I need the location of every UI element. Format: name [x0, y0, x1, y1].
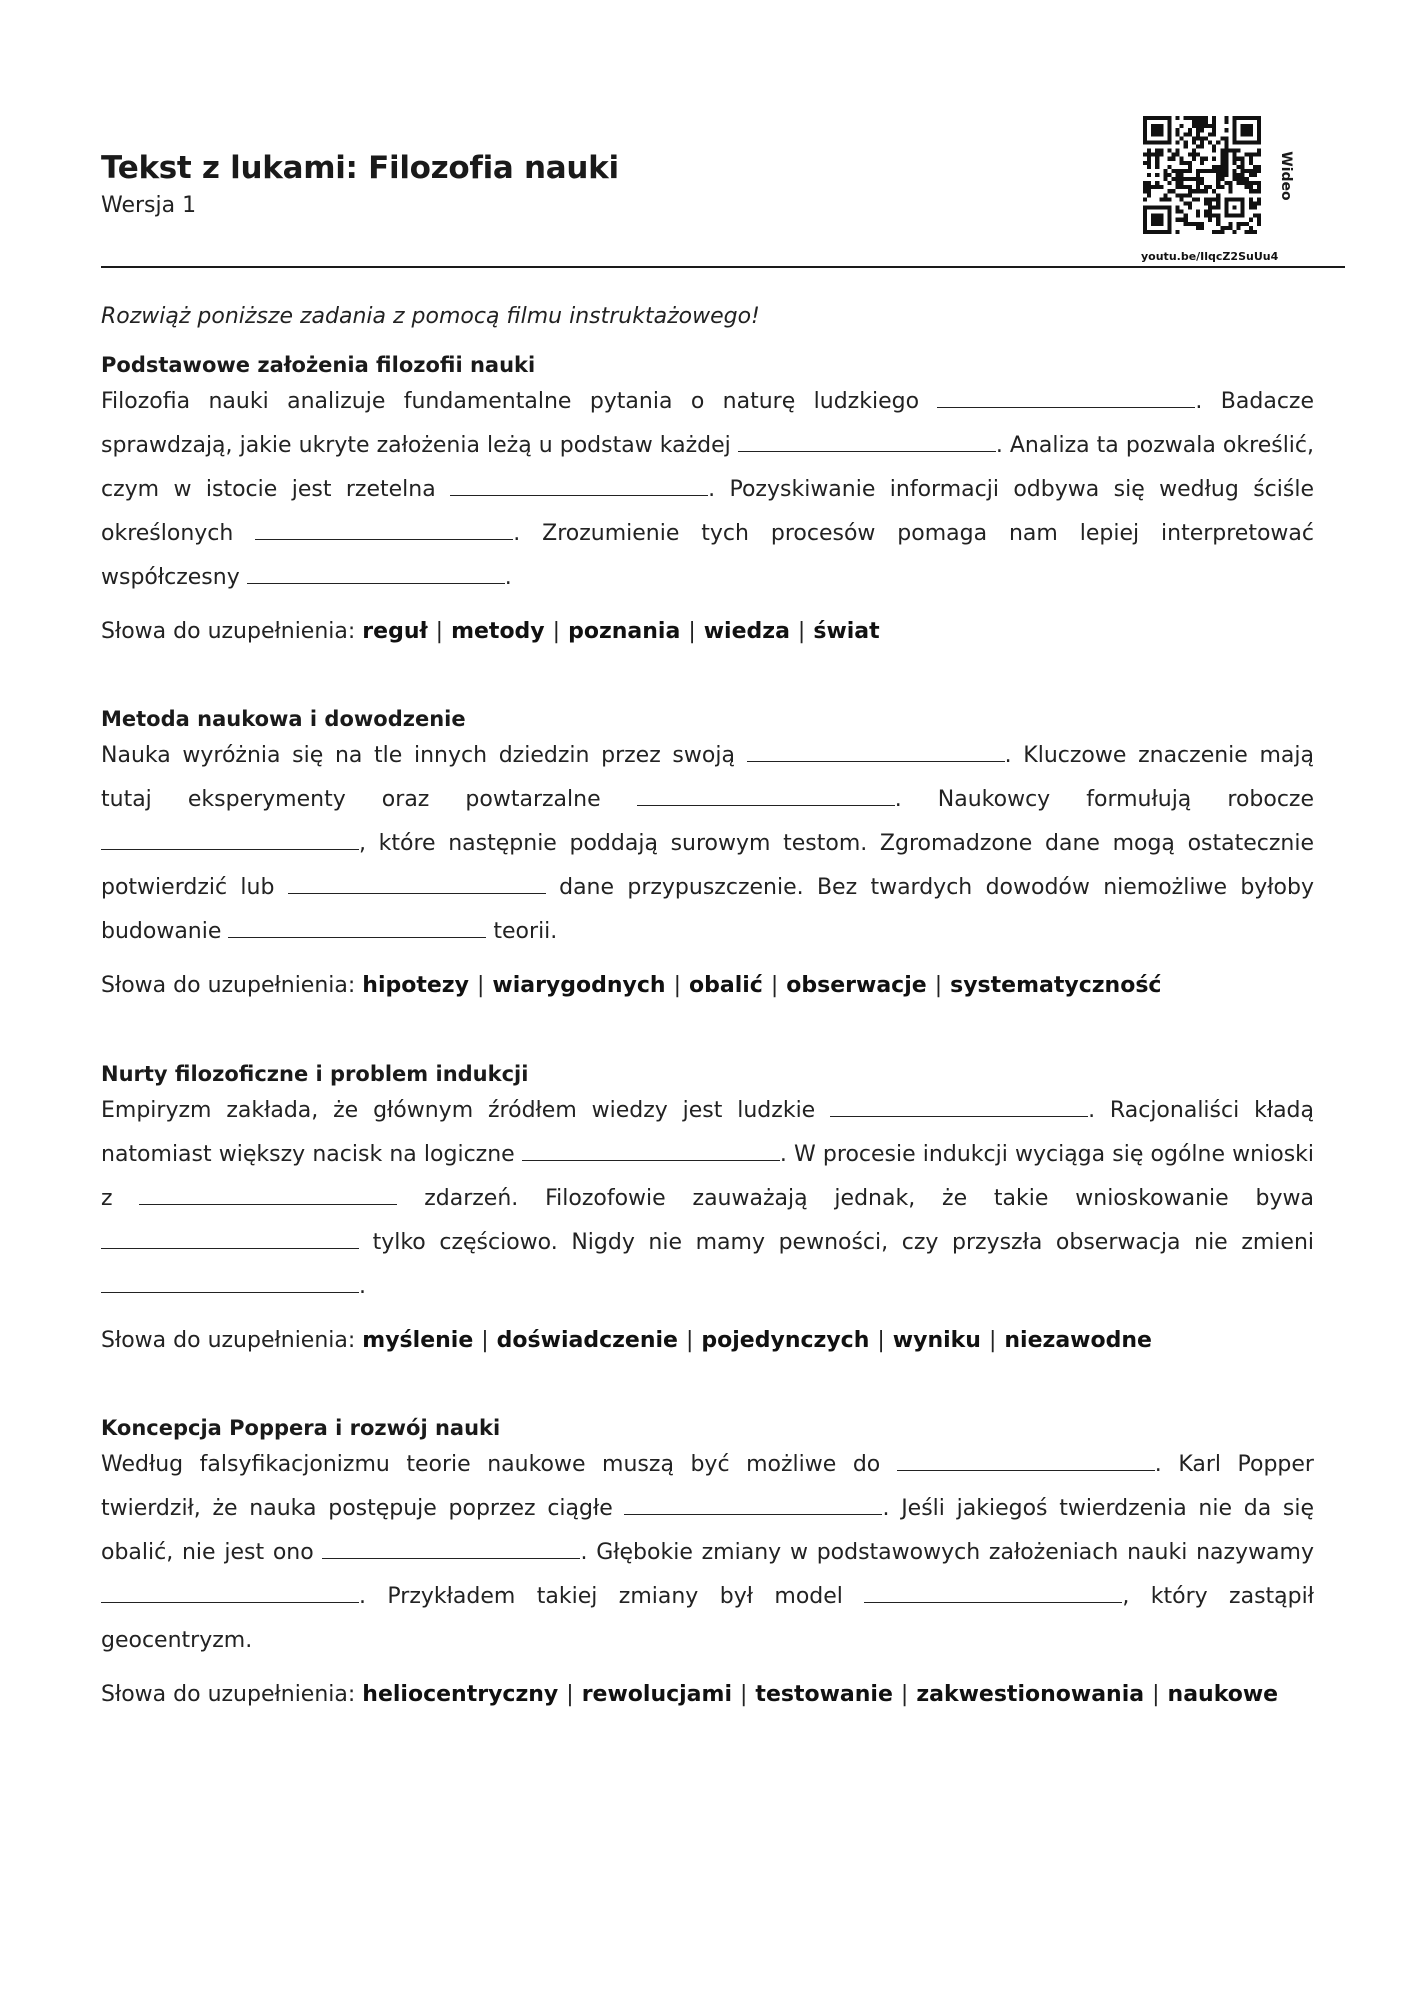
paragraph-text: Empiryzm zakłada, że głównym źródłem wiedzy jest ludzkie	[101, 1098, 831, 1123]
paragraph-text: . Racjonaliści kładą natomiast większy nacisk na logiczne	[101, 1098, 1314, 1167]
paragraph-text: .	[504, 565, 512, 590]
paragraph-text: . Badacze sprawdzają, jakie ukryte założenia leżą u podstaw każdej	[101, 389, 1315, 458]
instruction-text: Rozwiąż poniższe zadania z pomocą filmu instruktażowego!	[101, 304, 760, 329]
separator: |	[552, 619, 561, 644]
video-url[interactable]: youtu.be/IlqcZ2SuUu4	[1141, 250, 1279, 263]
separator: |	[988, 1328, 997, 1353]
paragraph-text: . W procesie indukcji wyciąga się ogólne wnioski z	[101, 1142, 1315, 1211]
paragraph-text: Według falsyfikacjonizmu teorie naukowe muszą być możliwe do	[101, 1452, 897, 1477]
separator: |	[688, 619, 696, 644]
blank-field[interactable]	[747, 741, 1005, 762]
blank-field[interactable]	[864, 1582, 1122, 1603]
blank-field[interactable]	[139, 1184, 397, 1205]
separator: |	[566, 1682, 574, 1707]
separator: |	[673, 973, 682, 998]
word-option: testowanie	[755, 1682, 893, 1707]
paragraph-text: . Zrozumienie tych procesów pomaga nam lepiej interpretować współczesny	[101, 521, 1314, 590]
separator: |	[797, 619, 806, 644]
word-option: zakwestionowania	[916, 1682, 1145, 1707]
word-option: systematyczność	[950, 973, 1162, 998]
paragraph-text: , które następnie poddają surowym testom. Zgromadzone dane mogą ostatecznie potwierdzić lub	[101, 831, 1314, 900]
blank-field[interactable]	[937, 387, 1195, 408]
section-title: Koncepcja Poppera i rozwój nauki	[101, 1416, 501, 1440]
paragraph-text: . Jeśli jakiegoś twierdzenia nie da się obalić, nie jest ono	[101, 1496, 1314, 1565]
word-option: pojedynczych	[701, 1328, 870, 1353]
separator: |	[685, 1328, 694, 1353]
section-title: Nurty filozoficzne i problem indukcji	[101, 1062, 529, 1086]
section-title: Metoda naukowa i dowodzenie	[101, 707, 466, 731]
separator: |	[934, 973, 943, 998]
blank-field[interactable]	[228, 917, 486, 938]
separator: |	[740, 1682, 748, 1707]
blank-field[interactable]	[101, 829, 359, 850]
blank-field[interactable]	[738, 431, 996, 452]
paragraph-text: dane przypuszczenie. Bez twardych dowodów niemożliwe byłoby budowanie	[101, 875, 1314, 944]
cloze-paragraph	[101, 1089, 1314, 1309]
paragraph-text: . Naukowcy formułują robocze	[894, 787, 1315, 812]
paragraph-text: teorii.	[486, 919, 558, 944]
paragraph-text: . Karl Popper twierdził, że nauka postępuje poprzez ciągłe	[101, 1452, 1314, 1521]
header-divider	[101, 266, 1345, 268]
paragraph-text: . Głębokie zmiany w podstawowych założeniach nauki nazywamy	[580, 1540, 1314, 1565]
blank-field[interactable]	[101, 1582, 359, 1603]
cloze-paragraph	[101, 734, 1314, 954]
blank-field[interactable]	[101, 1272, 359, 1293]
separator: |	[877, 1328, 885, 1353]
separator: |	[900, 1682, 909, 1707]
blank-field[interactable]	[624, 1494, 882, 1515]
paragraph-text: Nauka wyróżnia się na tle innych dziedzin przez swoją	[101, 743, 747, 768]
separator: |	[435, 619, 444, 644]
paragraph-text: Filozofia nauki analizuje fundamentalne pytania o naturę ludzkiego	[101, 389, 938, 414]
section-2	[101, 704, 1314, 998]
word-option: naukowe	[1167, 1682, 1279, 1707]
blank-field[interactable]	[897, 1450, 1155, 1471]
blank-field[interactable]	[637, 785, 895, 806]
separator: |	[770, 973, 779, 998]
word-option: poznania	[568, 619, 681, 644]
word-option: myślenie	[362, 1328, 474, 1353]
paragraph-text: . Przykładem takiej zmiany był model	[359, 1584, 865, 1609]
word-option: wiedza	[703, 619, 790, 644]
paragraph-text: , który zastąpił geocentryzm.	[101, 1584, 1314, 1653]
word-bank-label: Słowa do uzupełnienia:	[101, 973, 363, 998]
blank-field[interactable]	[450, 475, 708, 496]
paragraph-text: . Pozyskiwanie informacji odbywa się według ściśle określonych	[101, 477, 1314, 546]
separator: |	[476, 973, 485, 998]
blank-field[interactable]	[522, 1140, 780, 1161]
separator: |	[1152, 1682, 1160, 1707]
word-option: obalić	[689, 973, 763, 998]
word-option: wyniku	[892, 1328, 981, 1353]
blank-field[interactable]	[830, 1096, 1088, 1117]
word-option: rewolucjami	[581, 1682, 732, 1707]
paragraph-text: .	[359, 1274, 366, 1299]
cloze-paragraph	[101, 380, 1314, 600]
word-bank	[101, 1682, 1314, 1707]
blank-field[interactable]	[288, 873, 546, 894]
word-bank	[101, 619, 1314, 644]
section-1	[101, 350, 1314, 644]
paragraph-text: . Analiza ta pozwala określić, czym w istocie jest rzetelna	[101, 433, 1315, 502]
word-option: hipotezy	[362, 973, 469, 998]
page-title: Tekst z lukami: Filozofia nauki	[101, 150, 619, 186]
word-bank-label: Słowa do uzupełnienia:	[101, 619, 363, 644]
word-bank-label: Słowa do uzupełnienia:	[101, 1682, 363, 1707]
word-option: wiarygodnych	[492, 973, 666, 998]
blank-field[interactable]	[247, 563, 505, 584]
blank-field[interactable]	[322, 1538, 580, 1559]
cloze-paragraph	[101, 1443, 1314, 1663]
separator: |	[481, 1328, 489, 1353]
word-bank-label: Słowa do uzupełnienia:	[101, 1328, 363, 1353]
blank-field[interactable]	[255, 519, 513, 540]
paragraph-text: . Kluczowe znaczenie mają tutaj eksperymenty oraz powtarzalne	[101, 743, 1314, 812]
blank-field[interactable]	[101, 1228, 359, 1249]
section-4	[101, 1413, 1314, 1707]
paragraph-text: zdarzeń. Filozofowie zauważają jednak, że takie wnioskowanie bywa	[397, 1186, 1314, 1211]
video-label: Wideo	[1278, 151, 1294, 201]
word-option: reguł	[362, 619, 428, 644]
word-option: doświadczenie	[496, 1328, 678, 1353]
word-option: metody	[451, 619, 545, 644]
word-bank	[101, 973, 1314, 998]
word-option: heliocentryczny	[362, 1682, 559, 1707]
paragraph-text: tylko częściowo. Nigdy nie mamy pewności, czy przyszła obserwacja nie zmieni	[359, 1230, 1314, 1255]
qr-code-icon[interactable]	[1143, 116, 1261, 234]
word-option: świat	[813, 619, 880, 644]
word-option: niezawodne	[1004, 1328, 1152, 1353]
section-title: Podstawowe założenia filozofii nauki	[101, 353, 536, 377]
word-bank	[101, 1328, 1314, 1353]
section-3	[101, 1059, 1314, 1353]
version-subtitle: Wersja 1	[101, 193, 197, 218]
word-option: obserwacje	[786, 973, 927, 998]
